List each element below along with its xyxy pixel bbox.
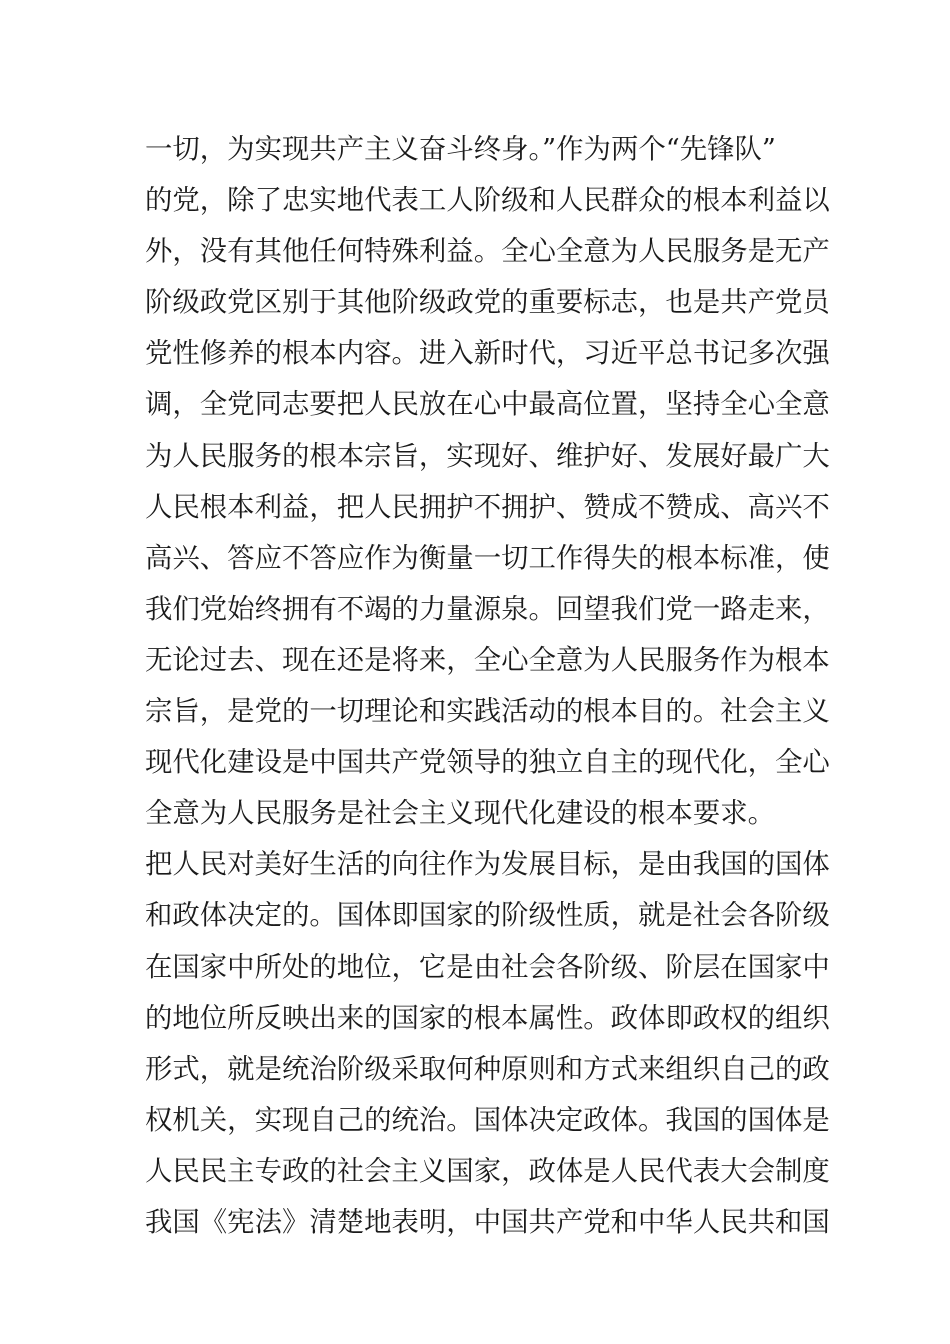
- text-line: 外，没有其他任何特殊利益。全心全意为人民服务是无产: [145, 236, 830, 268]
- text-line: 在国家中所处的地位，它是由社会各阶级、阶层在国家中: [145, 951, 830, 983]
- body-text: [145, 124, 830, 1248]
- text-line: 高兴、答应不答应作为衡量一切工作得失的根本标准，使: [145, 542, 830, 574]
- text-line: 阶级政党区别于其他阶级政党的重要标志，也是共产党员: [145, 287, 830, 319]
- text-line: 我们党始终拥有不竭的力量源泉。回望我们党一路走来，: [145, 593, 830, 625]
- text-line: 一切，为实现共产主义奋斗终身。”作为两个“先锋队”: [145, 134, 776, 165]
- text-line: 为人民服务的根本宗旨，实现好、维护好、发展好最广大: [145, 440, 830, 472]
- text-line: 的地位所反映出来的国家的根本属性。政体即政权的组织: [145, 1002, 830, 1034]
- text-line: 调，全党同志要把人民放在心中最高位置，坚持全心全意: [145, 389, 830, 421]
- text-line: 宗旨，是党的一切理论和实践活动的根本目的。社会主义: [145, 696, 830, 728]
- text-line: 无论过去、现在还是将来，全心全意为人民服务作为根本: [145, 644, 830, 676]
- text-line: 现代化建设是中国共产党领导的独立自主的现代化，全心: [145, 747, 830, 779]
- text-line: 和政体决定的。国体即国家的阶级性质，就是社会各阶级: [145, 900, 830, 932]
- text-line: 我国《宪法》清楚地表明，中国共产党和中华人民共和国: [145, 1206, 830, 1238]
- text-line: 权机关，实现自己的统治。国体决定政体。我国的国体是: [145, 1104, 830, 1136]
- text-line: 全意为人民服务是社会主义现代化建设的根本要求。: [145, 798, 775, 830]
- text-line: 人民民主专政的社会主义国家，政体是人民代表大会制度: [145, 1155, 830, 1187]
- text-line: 形式，就是统治阶级采取何种原则和方式来组织自己的政: [145, 1053, 830, 1085]
- text-line: 把人民对美好生活的向往作为发展目标，是由我国的国体: [145, 849, 830, 881]
- text-line: 人民根本利益，把人民拥护不拥护、赞成不赞成、高兴不: [145, 491, 830, 523]
- text-line: 党性修养的根本内容。进入新时代，习近平总书记多次强: [145, 338, 830, 370]
- text-line: 的党，除了忠实地代表工人阶级和人民群众的根本利益以: [145, 185, 830, 217]
